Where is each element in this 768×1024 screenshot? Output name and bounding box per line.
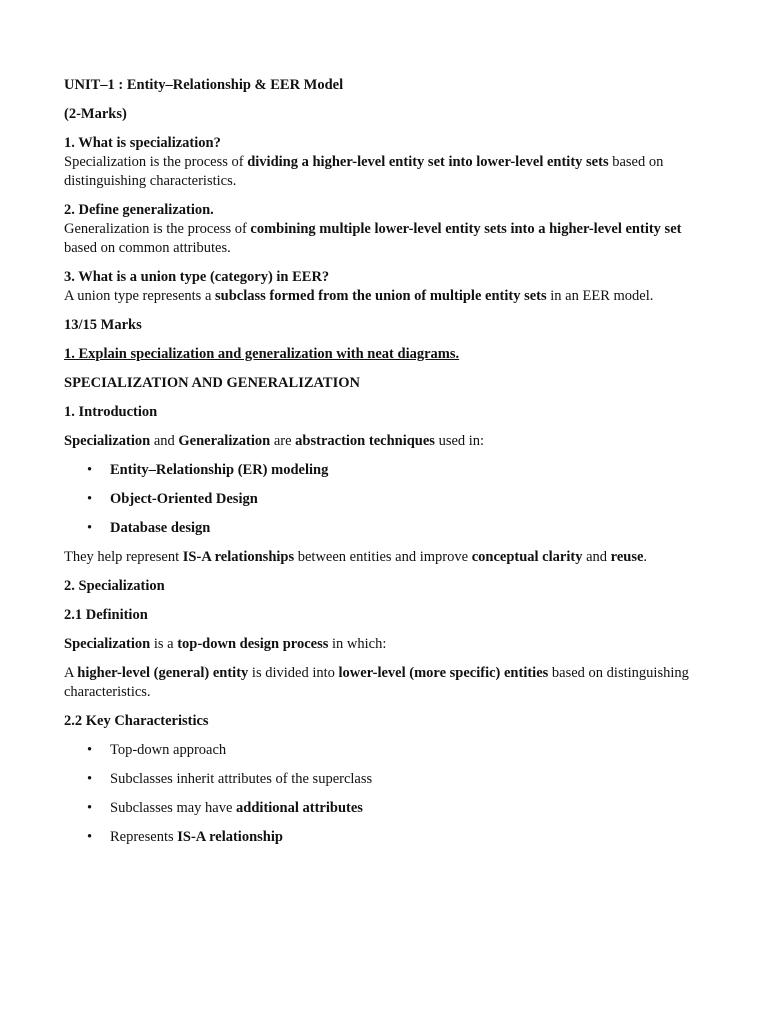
detail-text-1: A — [64, 665, 78, 681]
question-2-title: 2. Define generalization. — [64, 202, 214, 218]
question-1 — [64, 134, 708, 191]
detail-bold-1: higher-level (general) entity — [77, 665, 249, 681]
key-characteristics-heading: 2.2 Key Characteristics — [64, 713, 209, 729]
is-a-text-3: and — [582, 549, 611, 565]
specialization-heading: 2. Specialization — [64, 578, 165, 594]
key-characteristics-list — [64, 741, 708, 847]
list-item-text: Represents — [110, 829, 178, 845]
definition-bold-1: Specialization — [64, 636, 151, 652]
bullet-icon: • — [87, 520, 93, 536]
is-a-text-4: . — [643, 549, 648, 565]
list-item-bold: additional attributes — [236, 800, 363, 816]
detail-text-3: based on distinguishing characteristics. — [64, 665, 689, 700]
list-item — [64, 828, 708, 847]
list-item — [64, 799, 708, 818]
question-1-answer-pre: Specialization is the process of — [64, 154, 248, 170]
definition-bold-2: top-down design process — [177, 636, 329, 652]
question-2-answer-pre: Generalization is the process of — [64, 221, 251, 237]
bullet-icon: • — [87, 800, 93, 816]
question-3-title: 3. What is a union type (category) in EER? — [64, 269, 330, 285]
question-1-answer-post: based on distinguishing characteristics. — [64, 154, 664, 189]
bullet-icon: • — [87, 771, 93, 787]
introduction-heading: 1. Introduction — [64, 404, 158, 420]
list-item — [64, 519, 708, 538]
definition-paragraph — [64, 635, 708, 654]
is-a-paragraph — [64, 548, 708, 567]
bullet-icon: • — [87, 829, 93, 845]
definition-text-1: is a — [150, 636, 178, 652]
question-3-answer-pre: A union type represents a — [64, 288, 216, 304]
detail-bold-2: lower-level (more specific) entities — [338, 665, 549, 681]
introduction-bullet-list — [64, 461, 708, 538]
question-2 — [64, 201, 708, 258]
question-2-answer-post: based on common attributes. — [64, 240, 231, 256]
section-title: SPECIALIZATION AND GENERALIZATION — [64, 375, 360, 391]
is-a-bold-3: reuse — [610, 549, 644, 565]
question-3-answer-bold: subclass formed from the union of multiple entity sets — [215, 288, 547, 304]
is-a-text-1: They help represent — [64, 549, 183, 565]
intro-text-3: used in: — [434, 433, 485, 449]
is-a-bold-2: conceptual clarity — [471, 549, 583, 565]
list-item-text: Entity–Relationship (ER) modeling — [110, 462, 329, 478]
definition-detail-paragraph — [64, 664, 708, 702]
list-item — [64, 741, 708, 760]
list-item-text: Database design — [110, 520, 211, 536]
list-item-text: Subclasses inherit attributes of the superclass — [110, 771, 373, 787]
intro-bold-abstraction: abstraction techniques — [295, 433, 435, 449]
list-item-text: Object-Oriented Design — [110, 491, 258, 507]
long-question-title: 1. Explain specialization and generalization with neat diagrams. — [64, 346, 460, 362]
question-3-answer-post: in an EER model. — [546, 288, 654, 304]
is-a-text-2: between entities and improve — [294, 549, 472, 565]
list-item-bold: IS-A relationship — [177, 829, 283, 845]
list-item-text: Top-down approach — [110, 742, 227, 758]
list-item — [64, 770, 708, 789]
list-item — [64, 461, 708, 480]
intro-text-1: and — [150, 433, 179, 449]
two-marks-heading: (2-Marks) — [64, 106, 127, 122]
introduction-paragraph — [64, 432, 708, 451]
question-1-title: 1. What is specialization? — [64, 135, 221, 151]
bullet-icon: • — [87, 491, 93, 507]
definition-text-2: in which: — [328, 636, 387, 652]
intro-text-2: are — [270, 433, 296, 449]
detail-text-2: is divided into — [248, 665, 339, 681]
marks-heading: 13/15 Marks — [64, 317, 142, 333]
unit-title: UNIT–1 : Entity–Relationship & EER Model — [64, 77, 344, 93]
question-2-answer-bold: combining multiple lower-level entity sets into a higher-level entity set — [250, 221, 682, 237]
bullet-icon: • — [87, 742, 93, 758]
intro-bold-generalization: Generalization — [178, 433, 271, 449]
intro-bold-specialization: Specialization — [64, 433, 151, 449]
question-3 — [64, 268, 708, 306]
question-1-answer-bold: dividing a higher-level entity set into lower-level entity sets — [247, 154, 609, 170]
list-item-text: Subclasses may have — [110, 800, 237, 816]
definition-heading: 2.1 Definition — [64, 607, 148, 623]
list-item — [64, 490, 708, 509]
bullet-icon: • — [87, 462, 93, 478]
is-a-bold-1: IS-A relationships — [182, 549, 295, 565]
